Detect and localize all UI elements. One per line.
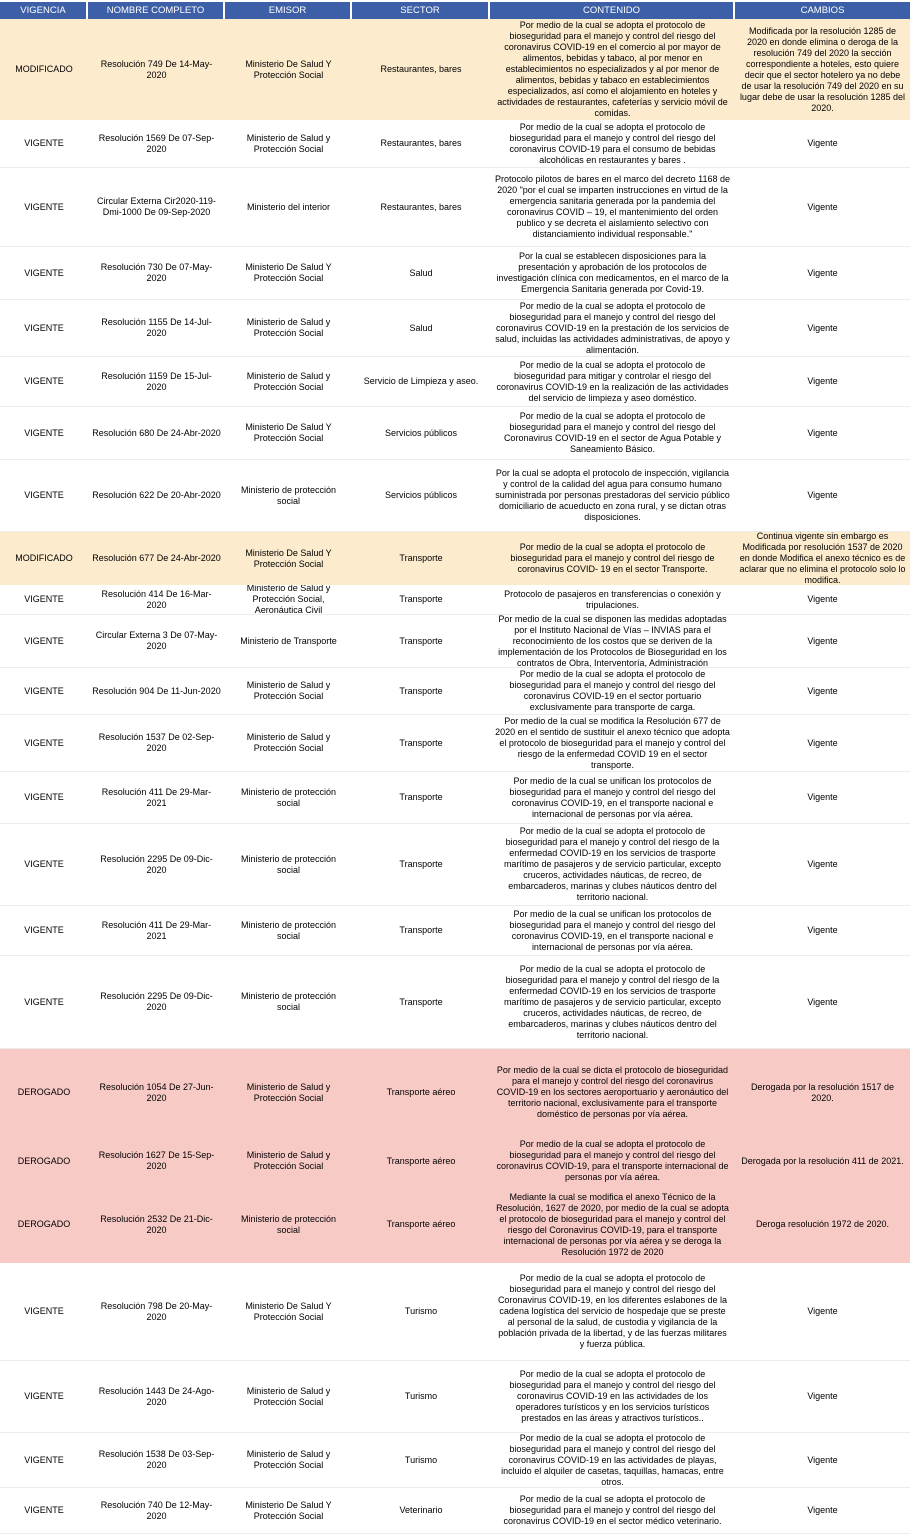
cell-sector: Turismo (404, 1454, 438, 1465)
table-row (0, 19, 910, 120)
cell-contenido: Por medio de la cual se adopta el protocolo de bioseguridad para el manejo y control del riesgo del coronavirus COVID-19 en las actividades de los operadores turísticos y en los servicios turísticos prestados en las áreas y atractivos turísticos.. (509, 1369, 716, 1423)
cell-cambios: Vigente (807, 1505, 838, 1515)
cell-nombre: Resolución 622 De 20-Abr-2020 (92, 490, 221, 500)
cell-cambios: Vigente (807, 322, 838, 333)
cell-vigencia: VIGENTE (24, 490, 64, 500)
cell-cambios: Derogada por la resolución 411 de 2021. (741, 1155, 904, 1166)
cell-vigencia: VIGENTE (24, 1306, 64, 1316)
cell-sector: Transporte (399, 996, 443, 1007)
table-row (0, 532, 910, 585)
cell-vigencia: VIGENTE (24, 996, 64, 1007)
cell-cambios: Vigente (807, 925, 838, 935)
cell-sector: Transporte aéreo (386, 1219, 456, 1229)
cell-vigencia: VIGENTE (24, 138, 64, 148)
cell-contenido: Por medio de la cual se unifican los protocolos de bioseguridad para el manejo y control del riesgo del coronavirus COVID-19, en el transporte nacional e internacional de personas por vía aérea. (509, 908, 716, 952)
cell-nombre: Resolución 749 De 14-May-2020 (100, 58, 213, 80)
cell-cambios: Deroga resolución 1972 de 2020. (755, 1219, 890, 1229)
cell-contenido: Por medio de la cual se dicta el protocolo de bioseguridad para el manejo y control del riesgo del coronavirus COVID-19 en los sectores aeroportuario y aeronáutico del territorio nacional, exclusivamente para el transporte doméstico de personas por vía aérea. (496, 1065, 729, 1119)
cell-nombre: Resolución 677 De 24-Abr-2020 (92, 553, 221, 563)
cell-nombre: Resolución 904 De 11-Jun-2020 (92, 685, 221, 696)
table-body (0, 19, 910, 1534)
cell-emisor: Ministerio de Salud y Protección Social (246, 680, 331, 701)
cell-contenido: Por medio de la cual se adopta el protocolo de bioseguridad para el manejo y control del riesgo de coronavirus COVID- 19 en el sector Transporte. (510, 542, 715, 574)
table-row (0, 715, 910, 772)
cell-emisor: Ministerio de Salud y Protección Social (246, 1385, 331, 1407)
cell-sector: Restaurantes, bares (380, 201, 462, 212)
cell-cambios: Vigente (807, 1306, 838, 1316)
cell-emisor: Ministerio De Salud Y Protección Social (245, 1499, 332, 1521)
table-row (0, 357, 910, 407)
cell-cambios: Derogada por la resolución 1517 de 2020. (750, 1081, 895, 1103)
cell-vigencia: VIGENTE (24, 376, 64, 386)
cell-contenido: Por medio de la cual se adopta el protocolo de bioseguridad para el manejo y control del riesgo del coronavirus COVID-19 en las actividades de playas, incluido el alquiler de casetas, taquillas, hamacas, entre otros. (501, 1433, 724, 1487)
cell-contenido: Mediante la cual se modifica el anexo Técnico de la Resolución, 1627 de 2020, por medio de la cual se adopta el protocolo de bioseguridad para el manejo y control del riesgo del Coronavirus COVID-19, para el transporte internacional de personas por vía aérea y se deroga la Resolución 1972 de 2020 (496, 1191, 729, 1257)
cell-cambios: Vigente (807, 267, 838, 278)
cell-emisor: Ministerio de Transporte (240, 635, 337, 646)
column-header: CAMBIOS (800, 5, 845, 16)
cell-vigencia: VIGENTE (24, 859, 64, 869)
cell-vigencia: DEROGADO (17, 1219, 71, 1229)
cell-sector: Transporte (399, 925, 443, 935)
table-row (0, 1263, 910, 1361)
cell-cambios: Vigente (807, 490, 838, 500)
cell-sector: Transporte aéreo (386, 1155, 456, 1166)
cell-sector: Servicios públicos (384, 427, 458, 438)
cell-sector: Transporte (399, 553, 443, 563)
cell-cambios: Vigente (807, 859, 838, 869)
cell-vigencia: VIGENTE (24, 1454, 64, 1465)
cell-nombre: Resolución 2295 De 09-Dic-2020 (100, 853, 213, 875)
column-header: SECTOR (352, 2, 490, 19)
table-row (0, 120, 910, 168)
cell-sector: Veterinario (399, 1505, 443, 1515)
cell-contenido: Por medio de la cual se adopta el protocolo de bioseguridad para el manejo y control del riesgo del coronavirus COVID-19 en la prestación de los servicios de salud, incluidas las actividades administrativas, de apoyo y alimentación. (495, 300, 730, 355)
cell-vigencia: VIGENTE (24, 1505, 64, 1515)
cell-contenido: Por medio de la cual se adopta el protocolo de bioseguridad para el manejo y control del riesgo del Coronavirus COVID-19 en el sector de Agua Potable y Saneamiento Básico. (503, 411, 722, 454)
cell-sector: Transporte (399, 685, 443, 696)
cell-cambios: Vigente (807, 737, 838, 748)
cell-vigencia: VIGENTE (24, 925, 64, 935)
cell-emisor: Ministerio de Salud y Protección Social (246, 1081, 331, 1103)
column-header: VIGENCIA (0, 2, 88, 19)
cell-nombre: Resolución 2532 De 21-Dic-2020 (100, 1213, 213, 1235)
cell-nombre: Resolución 798 De 20-May-2020 (100, 1300, 213, 1322)
cell-sector: Transporte (399, 737, 443, 748)
cell-contenido: Por medio de la cual se adopta el protocolo de bioseguridad para el manejo y control del riesgo del Coronavirus COVID-19, en los diferentes eslabones de la cadena logística del servicio de hospedaje que se preste al personal de la salud, de custodia y vigilancia de la población privada de la libertad, y de las fuerzas militares y fuerza pública. (497, 1273, 728, 1349)
cell-vigencia: MODIFICADO (15, 64, 73, 74)
cell-cambios: Vigente (807, 594, 838, 604)
cell-nombre: Resolución 411 De 29-Mar-2021 (101, 786, 212, 808)
cell-sector: Turismo (404, 1391, 438, 1401)
cell-vigencia: VIGENTE (24, 635, 64, 646)
cell-sector: Transporte (399, 594, 443, 604)
cell-emisor: Ministerio De Salud Y Protección Social (245, 1300, 332, 1322)
cell-sector: Transporte (399, 792, 443, 802)
cell-nombre: Resolución 1538 De 03-Sep-2020 (98, 1449, 215, 1470)
cell-nombre: Resolución 411 De 29-Mar-2021 (101, 919, 212, 941)
table-row (0, 407, 910, 460)
table-row (0, 668, 910, 715)
cell-nombre: Resolución 1054 De 27-Jun-2020 (99, 1081, 214, 1103)
cell-contenido: Por medio de la cual se modifica la Resolución 677 de 2020 en el sentido de sustituir el anexo técnico que adopta el protocolo de bioseguridad para el manejo y control del riesgo de la enfermedad COVID 19 en el sector transporte. (495, 715, 730, 770)
table-row (0, 824, 910, 906)
cell-vigencia: VIGENTE (24, 792, 64, 802)
cell-sector: Restaurantes, bares (380, 64, 462, 74)
cell-emisor: Ministerio de protección social (240, 853, 337, 875)
cell-nombre: Resolución 414 De 16-Mar-2020 (101, 588, 212, 610)
cell-vigencia: VIGENTE (24, 594, 64, 604)
cell-nombre: Resolución 1569 De 07-Sep-2020 (98, 132, 215, 154)
cell-cambios: Vigente (807, 792, 838, 802)
table-row (0, 460, 910, 532)
cell-contenido: Por medio de la cual se adopta el protocolo de bioseguridad para el manejo y control del riesgo del coronavirus COVID-19 en el sector médico veterinario. (503, 1494, 722, 1526)
cell-emisor: Ministerio de protección social (240, 1213, 337, 1235)
cell-sector: Restaurantes, bares (380, 138, 462, 148)
cell-nombre: Resolución 1159 De 15-Jul-2020 (101, 370, 212, 392)
table-row (0, 585, 910, 615)
cell-contenido: Por medio de la cual se adopta el protocolo de bioseguridad para el manejo y control del riesgo de la enfermedad COVID-19 en los servicios de trasporte marítimo de pasajeros y de servicio particular, excepto cruceros, actividades náuticas, de recreo, de embarcaderos, marinas y clubes náuticos dentro del territorio nacional. (503, 826, 722, 902)
cell-contenido: Por medio de la cual se unifican los protocolos de bioseguridad para el manejo y control del riesgo del coronavirus COVID-19, en el transporte nacional e internacional de personas por vía aérea. (509, 775, 716, 819)
cell-cambios: Vigente (807, 138, 838, 148)
cell-nombre: Resolución 740 De 12-May-2020 (100, 1499, 213, 1521)
cell-contenido: Por la cual se adopta el protocolo de inspección, vigilancia y control de la calidad del agua para consumo humano suministrada por personas prestadoras del servicio público domiciliario de acueducto en zona rural, y se dictan otras disposiciones. (495, 468, 730, 522)
cell-vigencia: VIGENTE (24, 322, 64, 333)
cell-contenido: Por medio de la cual se disponen las medidas adoptadas por el Instituto Nacional de Vías – INVIAS para el reconocimiento de los costos que se deriven de la implementación de los Protocolos de Bioseguridad en los contratos de Obra, Interventoría, Administración (498, 615, 727, 667)
cell-nombre: Resolución 1443 De 24-Ago-2020 (98, 1385, 215, 1407)
cell-cambios: Vigente (807, 201, 838, 212)
table-header-row (0, 2, 910, 19)
cell-sector: Salud (409, 267, 433, 278)
cell-emisor: Ministerio de Salud y Protección Social (246, 132, 331, 154)
column-header: NOMBRE COMPLETO (88, 2, 225, 19)
cell-cambios: Vigente (807, 685, 838, 696)
table-row (0, 168, 910, 247)
cell-sector: Servicio de Limpieza y aseo. (363, 376, 479, 386)
table-row (0, 300, 910, 357)
cell-emisor: Ministerio de protección social (240, 786, 337, 808)
cell-sector: Salud (409, 322, 433, 333)
cell-contenido: Por medio de la cual se adopta el protocolo de bioseguridad para el manejo y control del riesgo del coronavirus COVID-19, para el transporte internacional de personas por vía aérea. (496, 1139, 729, 1182)
cell-cambios: Vigente (807, 427, 838, 438)
resoluciones-covid-table (0, 2, 910, 1534)
table-row (0, 956, 910, 1049)
cell-cambios: Continua vigente sin embargo es Modificada por resolución 1537 de 2020 en donde Modifica el anexo técnico es de aclarar que no elimina el protocolo solo lo modifica. (739, 532, 906, 585)
cell-contenido: Por medio de la cual se adopta el protocolo de bioseguridad para el manejo y control del riesgo de la enfermedad COVID-19 en los servicios de trasporte marítimo de pasajeros y de servicio particular, excepto cruceros, actividades náuticas, de recreo, de embarcaderos, marinas y clubes náuticos dentro del territorio nacional. (503, 963, 722, 1040)
cell-nombre: Resolución 1537 De 02-Sep-2020 (98, 732, 215, 753)
cell-emisor: Ministerio del interior (246, 201, 331, 212)
cell-emisor: Ministerio De Salud Y Protección Social (245, 422, 332, 443)
cell-contenido: Protocolo de pasajeros en transferencias o conexión y tripulaciones. (504, 588, 721, 610)
cell-cambios: Vigente (807, 1454, 838, 1465)
cell-nombre: Resolución 2295 De 09-Dic-2020 (100, 991, 213, 1012)
table-row (0, 615, 910, 668)
table-row (0, 1136, 910, 1186)
cell-sector: Turismo (404, 1306, 438, 1316)
table-row (0, 1361, 910, 1433)
cell-contenido: Por medio de la cual se adopta el protocolo de bioseguridad para el manejo y control del riesgo del coronavirus COVID-19 en el sector portuario exclusivamente para transporte de carga. (509, 669, 716, 712)
table-row (0, 247, 910, 300)
cell-emisor: Ministerio de Salud y Protección Social (246, 1150, 331, 1171)
cell-emisor: Ministerio de Salud y Protección Social (246, 1449, 331, 1470)
cell-sector: Transporte (399, 635, 443, 646)
cell-vigencia: DEROGADO (17, 1155, 71, 1166)
table-row (0, 1433, 910, 1488)
cell-sector: Transporte (399, 859, 443, 869)
cell-emisor: Ministerio De Salud Y Protección Social (245, 58, 332, 80)
cell-nombre: Resolución 730 De 07-May-2020 (100, 262, 213, 283)
cell-emisor: Ministerio de protección social (240, 919, 337, 941)
cell-vigencia: VIGENTE (24, 427, 64, 438)
table-row (0, 1488, 910, 1534)
table-row (0, 772, 910, 824)
cell-vigencia: VIGENTE (24, 201, 64, 212)
cell-vigencia: VIGENTE (24, 1391, 64, 1401)
cell-cambios: Vigente (807, 996, 838, 1007)
cell-nombre: Circular Externa Cir2020-119-Dmi-1000 De 09-Sep-2020 (97, 196, 216, 217)
cell-contenido: Por medio de la cual se adopta el protocolo de bioseguridad para mitigar y controlar el riesgo del coronavirus COVID-19 en la realización de las actividades del servicio de limpieza y aseo doméstico. (496, 359, 729, 403)
table-row (0, 1049, 910, 1136)
table-row (0, 1186, 910, 1263)
cell-contenido: Protocolo pilotos de bares en el marco del decreto 1168 de 2020 "por el cual se imparten instrucciones en virtud de la emergencia sanitaria generada por la pandemia del coronavirus COVID – 19, el mantenimiento del orden publico y se decreta el aislamiento selectivo con distanciamiento individual responsable." (495, 174, 730, 239)
cell-emisor: Ministerio de protección social (240, 484, 337, 506)
cell-sector: Servicios públicos (384, 490, 458, 500)
cell-contenido: Por medio de la cual se adopta el protocolo de bioseguridad para el manejo y control del riesgo del coronavirus COVID-19 en el comercio al por mayor de alimentos, bebidas y tabaco, al por menor en establecimientos no especializados y al por menor de alimentos, bebidas y tabaco en establecimientos especializados, así como el alojamiento en hoteles y actividades de restaurantes, cafeterías y servicio móvil de comidas. (497, 20, 728, 118)
cell-vigencia: MODIFICADO (15, 553, 73, 563)
cell-cambios: Vigente (807, 635, 838, 646)
cell-emisor: Ministerio De Salud Y Protección Social (245, 262, 332, 283)
cell-emisor: Ministerio de Salud y Protección Social, Aeronáutica Civil (246, 585, 331, 614)
cell-cambios: Vigente (807, 1391, 838, 1401)
column-header: CONTENIDO (490, 2, 735, 19)
cell-contenido: Por medio de la cual se adopta el protocolo de bioseguridad para el manejo y control del riesgo del coronavirus COVID-19 para el consumo de bebidas alcohólicas en restaurantes y bares . (509, 121, 716, 165)
cell-nombre: Resolución 680 De 24-Abr-2020 (92, 427, 221, 438)
cell-emisor: Ministerio de Salud y Protección Social (246, 317, 331, 338)
cell-emisor: Ministerio de protección social (240, 991, 337, 1012)
column-header: EMISOR (225, 2, 352, 19)
cell-nombre: Resolución 1155 De 14-Jul-2020 (101, 317, 212, 338)
cell-emisor: Ministerio de Salud y Protección Social (246, 370, 331, 392)
cell-emisor: Ministerio de Salud y Protección Social (246, 732, 331, 753)
table-row (0, 906, 910, 956)
cell-vigencia: VIGENTE (24, 685, 64, 696)
cell-emisor: Ministerio De Salud Y Protección Social (245, 547, 332, 569)
cell-nombre: Circular Externa 3 De 07-May-2020 (95, 630, 218, 651)
cell-vigencia: DEROGADO (17, 1087, 71, 1097)
cell-cambios: Modificada por la resolución 1285 de 2020 en donde elimina o deroga de la resolución 749 del 2020 la sección correspondiente a hoteles, esto quiere decir que el sector hotelero ya no debe de usar la resolución 749 del 2020 en su lugar debe de usar la resolución 1285 del 2020. (739, 25, 906, 113)
cell-vigencia: VIGENTE (24, 737, 64, 748)
cell-contenido: Por la cual se establecen disposiciones para la presentación y aprobación de los protocolos de investigación clínica con medicamentos, en el marco de la Emergencia Sanitaria generada por Covid-19. (496, 251, 729, 294)
cell-cambios: Vigente (807, 376, 838, 386)
cell-nombre: Resolución 1627 De 15-Sep-2020 (98, 1150, 215, 1171)
cell-vigencia: VIGENTE (24, 267, 64, 278)
cell-sector: Transporte aéreo (386, 1087, 456, 1097)
